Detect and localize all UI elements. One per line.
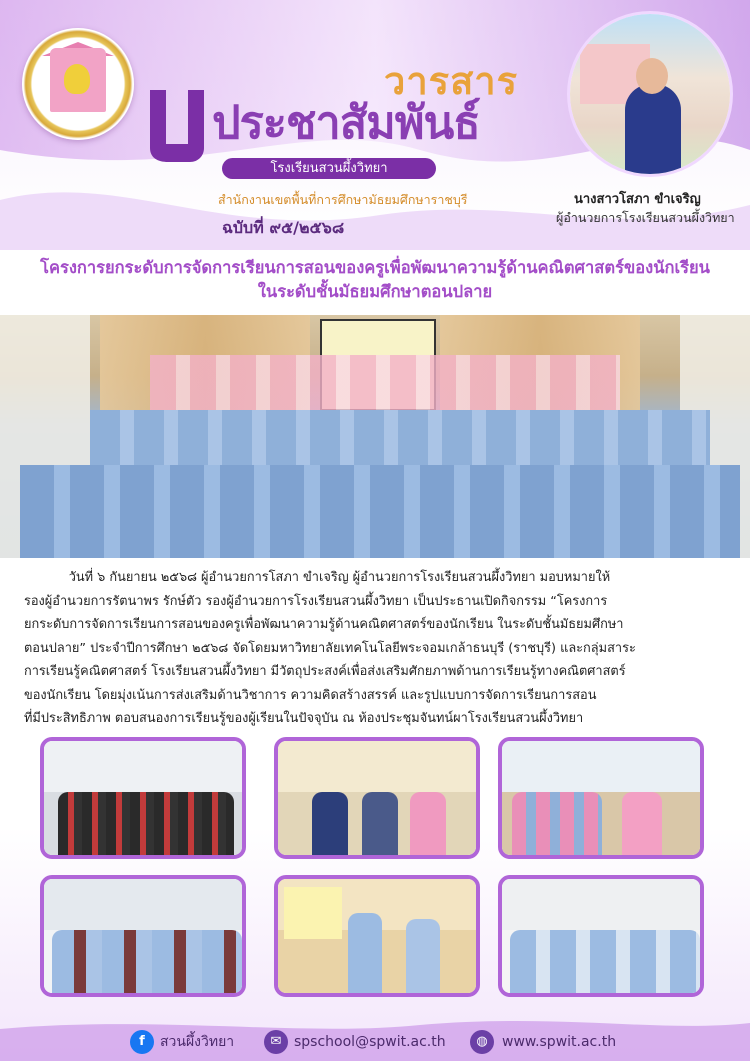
activity-photo-4 (40, 875, 246, 997)
activity-photo-3 (498, 737, 704, 859)
article-line-1: วันที่ ๖ กันยายน ๒๕๖๘ ผู้อำนวยการโสภา ขำเจริญ ผู้อำนวยการโรงเรียนสวนผึ้งวิทยา มอบหมายให้ (24, 570, 611, 585)
school-logo (22, 28, 134, 140)
project-title-line-2: ในระดับชั้นมัธยมศึกษาตอนปลาย (257, 282, 493, 301)
activity-photo-1 (40, 737, 246, 859)
article-line-4: ตอนปลาย” ประจำปีการศึกษา ๒๕๖๘ จัดโดยมหาวิทยาลัยเทคโนโลยีพระจอมเกล้าธนบุรี (ราชบุรี) และกลุ่มสาระ (24, 640, 636, 656)
title-decorative-letter (144, 84, 208, 164)
email-icon: ✉ (264, 1030, 288, 1054)
globe-icon: ◍ (470, 1030, 494, 1054)
footer-email[interactable]: spschool@spwit.ac.th (294, 1034, 446, 1050)
facebook-icon: f (130, 1030, 154, 1054)
article-line-7: ที่มีประสิทธิภาพ ตอบสนองการเรียนรู้ของผู้เรียนในปัจจุบัน ณ ห้องประชุมจันทน์ผาโรงเรียนสวนผึ้งวิทยา (24, 711, 584, 726)
project-title (0, 256, 750, 304)
activity-photo-2 (274, 737, 480, 859)
group-photo (0, 315, 750, 558)
director-name: นางสาวโสภา ขำเจริญ (574, 192, 701, 207)
director-role: ผู้อำนวยการโรงเรียนสวนผึ้งวิทยา (556, 210, 735, 225)
article-body (24, 566, 726, 731)
title-prachasamphan: ประชาสัมพันธ์ (212, 96, 480, 149)
activity-photo-6 (498, 875, 704, 997)
education-office: สำนักงานเขตพื้นที่การศึกษามัธยมศึกษาราชบุรี (218, 192, 468, 207)
article-line-3: ยกระดับการจัดการเรียนการสอนของครูเพื่อพัฒนาความรู้ด้านคณิตศาสตร์ของนักเรียน ในระดับชั้นมัธยมศึกษา (24, 617, 624, 632)
article-line-5: การเรียนรู้คณิตศาสตร์ โรงเรียนสวนผึ้งวิทยา มีวัตถุประสงค์เพื่อส่งเสริมศักยภาพด้านการเรียนรู้ทางคณิตศาสตร์ (24, 664, 626, 679)
school-name-badge: โรงเรียนสวนผึ้งวิทยา (222, 158, 436, 179)
footer-facebook[interactable]: สวนผึ้งวิทยา (160, 1034, 235, 1050)
title-warasan: วารสาร (384, 59, 519, 103)
activity-photo-5 (274, 875, 480, 997)
issue-number: ฉบับที่ ๙๕/๒๕๖๘ (222, 218, 345, 237)
project-title-line-1: โครงการยกระดับการจัดการเรียนการสอนของครูเพื่อพัฒนาความรู้ด้านคณิตศาสตร์ของนักเรียน (40, 258, 710, 277)
director-portrait (570, 14, 730, 174)
article-line-2: รองผู้อำนวยการรัตนาพร รักษ์ตัว รองผู้อำนวยการโรงเรียนสวนผึ้งวิทยา เป็นประธานเปิดกิจกรรม “โครงการ (24, 593, 608, 609)
footer-website[interactable]: www.spwit.ac.th (502, 1034, 617, 1050)
article-line-6: ของนักเรียน โดยมุ่งเน้นการส่งเสริมด้านวิชาการ ความคิดสร้างสรรค์ และรูปแบบการจัดการเรียนการสอน (24, 687, 597, 703)
